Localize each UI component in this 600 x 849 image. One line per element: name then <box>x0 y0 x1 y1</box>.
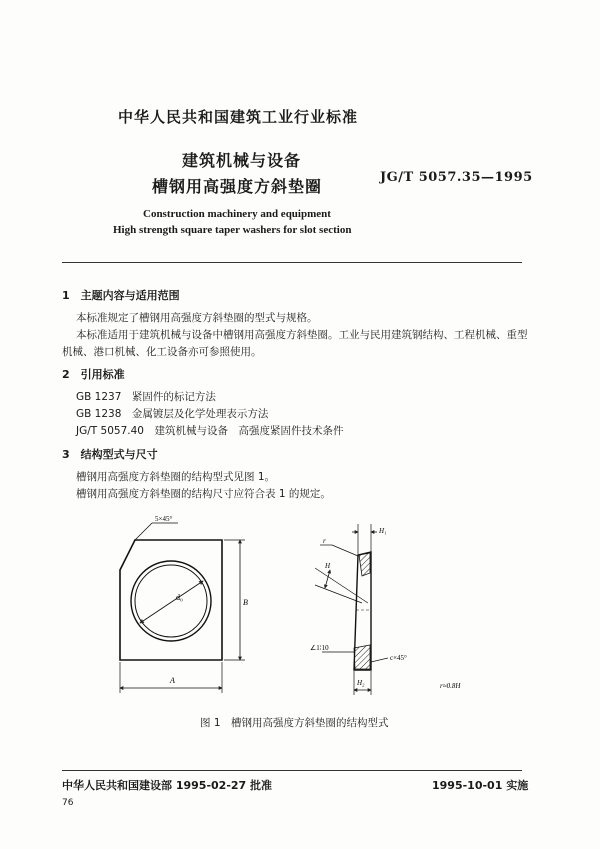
section-2-heading: 2 引用标准 <box>62 368 125 381</box>
english-title-line-1: Construction machinery and equipment <box>143 208 331 220</box>
approval-line: 中华人民共和国建设部 1995-02-27 批准 <box>62 779 273 792</box>
page-number: 76 <box>62 798 74 808</box>
section-3-heading: 3 结构型式与尺寸 <box>62 448 158 461</box>
header-divider <box>62 262 522 263</box>
dim-a-label: A <box>170 676 175 685</box>
title-line-1: 建筑机械与设备 <box>182 151 302 170</box>
section-1-para-1: 本标准规定了槽钢用高强度方斜垫圈的型式与规格。 <box>76 312 318 324</box>
h1-label: H₁ <box>379 527 387 535</box>
title-line-2: 槽钢用高强度方斜垫圈 <box>152 177 323 196</box>
r-note: r≈0.8H <box>440 682 461 690</box>
section-3-para-2: 槽钢用高强度方斜垫圈的结构尺寸应符合表 1 的规定。 <box>76 488 331 500</box>
section-1-para-2b: 机械、港口机械、化工设备亦可参照使用。 <box>62 346 262 358</box>
section-view <box>310 524 407 695</box>
english-title-line-2: High strength square taper washers for slot section <box>113 224 352 236</box>
dim-b-label: B <box>243 598 248 607</box>
c-chamfer-label: c×45° <box>390 654 407 662</box>
section-1-heading: 1 主题内容与适用范围 <box>62 289 180 302</box>
slope-label: ∠1∶10 <box>310 644 329 652</box>
chamfer-label: 5×45° <box>155 515 173 523</box>
implementation-date: 1995-10-01 实施 <box>432 779 529 792</box>
h-label: H <box>325 562 331 570</box>
reference-item: GB 1237 紧固件的标记方法 <box>76 391 216 403</box>
industry-standard-title: 中华人民共和国建筑工业行业标准 <box>118 108 359 126</box>
hole-diameter-label: d₀ <box>176 593 183 602</box>
washer-drawing <box>100 510 520 705</box>
reference-item: GB 1238 金属镀层及化学处理表示方法 <box>76 408 269 420</box>
plan-view <box>120 515 248 693</box>
section-1-para-2a: 本标准适用于建筑机械与设备中槽钢用高强度方斜垫圈。工业与民用建筑钢结构、工程机械、重型 <box>76 329 528 341</box>
footer-divider <box>62 770 522 771</box>
h2-label: H₂ <box>357 679 365 687</box>
figure-caption: 图 1 槽钢用高强度方斜垫圈的结构型式 <box>200 717 389 729</box>
standard-number: JG/T 5057.35—1995 <box>380 170 533 185</box>
r-label: r <box>323 537 326 545</box>
section-3-para-1: 槽钢用高强度方斜垫圈的结构型式见图 1。 <box>76 471 276 483</box>
reference-item: JG/T 5057.40 建筑机械与设备 高强度紧固件技术条件 <box>76 425 344 437</box>
